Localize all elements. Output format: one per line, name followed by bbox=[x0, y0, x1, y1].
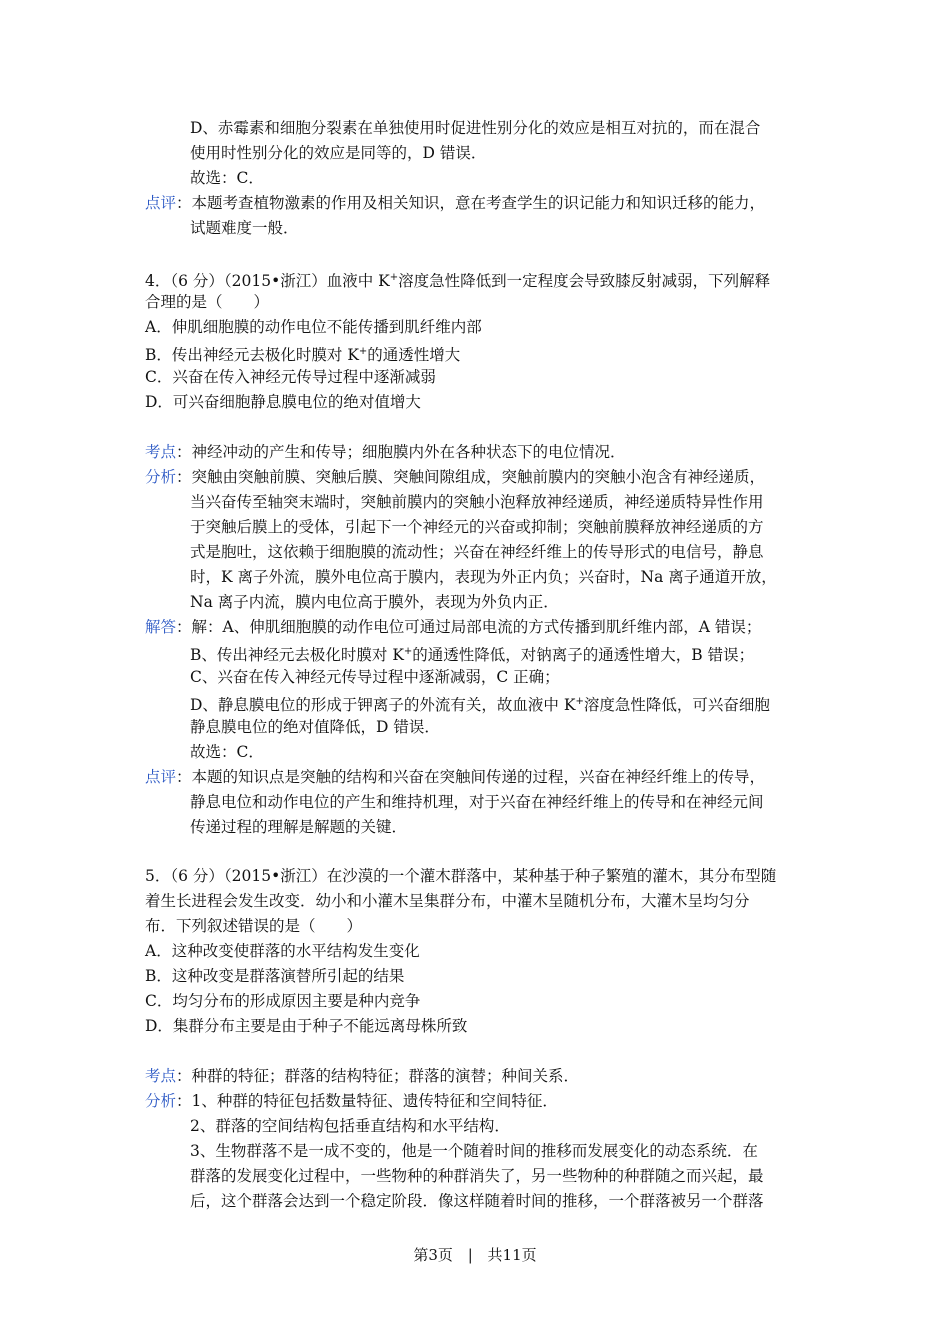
q3-option-d-line1: D、赤霉素和细胞分裂素在单独使用时促进性别分化的效应是相互对抗的，而在混合 bbox=[190, 119, 761, 137]
q5-option-b: B．这种改变是群落演替所引起的结果 bbox=[145, 967, 405, 985]
q4-fenxi-line: 式是胞吐，这依赖于细胞膜的流动性；兴奋在神经纤维上的传导形式的电信号，静息 bbox=[190, 543, 764, 561]
q4-jieda-d-a: D、静息膜电位的形成于钾离子的外流有关，故血液中 K bbox=[190, 696, 576, 714]
q5-fenxi-line: 后，这个群落会达到一个稳定阶段．像这样随着时间的推移，一个群落被另一个群落 bbox=[190, 1192, 764, 1210]
q4-kaodian bbox=[145, 442, 626, 462]
q3-option-d-line2: 使用时性别分化的效应是同等的，D 错误． bbox=[190, 144, 487, 162]
q4-fenxi-line: Na 离子内流，膜内电位高于膜外，表现为外负内正． bbox=[190, 593, 559, 611]
q4-jieda-d bbox=[190, 692, 770, 715]
q4-jieda-b bbox=[190, 642, 754, 665]
q4-kaodian-text: ：神经冲动的产生和传导；细胞膜内外在各种状态下的电位情况． bbox=[176, 443, 626, 461]
jieda-tag: 解答 bbox=[145, 618, 177, 636]
fenxi-tag: 分析 bbox=[145, 468, 177, 486]
superscript-plus: + bbox=[403, 646, 413, 657]
page-total: 共11页 bbox=[487, 1246, 537, 1264]
q4-option-d: D．可兴奋细胞静息膜电位的绝对值增大 bbox=[145, 393, 421, 411]
q3-answer: 故选：C． bbox=[190, 169, 264, 187]
q4-fenxi-first bbox=[145, 467, 765, 487]
comment-tag: 点评 bbox=[145, 194, 177, 212]
q5-fenxi-first-text: ：1、种群的特征包括数量特征、遗传特征和空间特征． bbox=[176, 1092, 558, 1110]
q5-fenxi-line: 3、生物群落不是一成不变的，他是一个随着时间的推移而发展变化的动态系统．在 bbox=[190, 1142, 758, 1160]
kaodian-tag: 考点 bbox=[145, 443, 177, 461]
q5-option-d: D．集群分布主要是由于种子不能远离母株所致 bbox=[145, 1017, 468, 1035]
q4-answer: 故选：C． bbox=[190, 743, 264, 761]
q4-dianping-first bbox=[145, 767, 765, 787]
q4-option-a: A．伸肌细胞膜的动作电位不能传播到肌纤维内部 bbox=[145, 318, 482, 336]
q4-fenxi-first-text: ：突触由突触前膜、突触后膜、突触间隙组成，突触前膜内的突触小泡含有神经递质， bbox=[176, 468, 766, 486]
q4-jieda-d2: 静息膜电位的绝对值降低，D 错误． bbox=[190, 718, 440, 736]
superscript-plus: + bbox=[389, 272, 399, 283]
q4-stem-a: 4．（6 分）（2015•浙江）血液中 K bbox=[145, 272, 390, 290]
q4-dianping-first-text: ：本题的知识点是突触的结构和兴奋在突触间传递的过程，兴奋在神经纤维上的传导， bbox=[176, 768, 766, 786]
q3-comment-line1 bbox=[145, 193, 765, 213]
q5-fenxi-line: 群落的发展变化过程中，一些物种的种群消失了，另一些物种的种群随之而兴起，最 bbox=[190, 1167, 764, 1185]
q4-option-c: C．兴奋在传入神经元传导过程中逐渐减弱 bbox=[145, 368, 436, 386]
q4-stem-b: 溶度急性降低到一定程度会导致膝反射减弱，下列解释 bbox=[398, 272, 771, 290]
q5-fenxi-first bbox=[145, 1091, 558, 1111]
superscript-plus: + bbox=[358, 346, 368, 357]
page-number: 第3页 bbox=[413, 1246, 453, 1264]
q4-stem-line1 bbox=[145, 268, 770, 291]
q4-jieda-b-b: 的通透性降低，对钠离子的通透性增大，B 错误； bbox=[412, 646, 755, 664]
q5-option-a: A．这种改变使群落的水平结构发生变化 bbox=[145, 942, 420, 960]
q4-fenxi-line: 时，K 离子外流，膜外电位高于膜内，表现为外正内负；兴奋时，Na 离子通道开放， bbox=[190, 568, 777, 586]
q4-jieda-c: C、兴奋在传入神经元传导过程中逐渐减弱，C 正确； bbox=[190, 668, 560, 686]
q3-comment-text: ：本题考查植物激素的作用及相关知识，意在考查学生的识记能力和知识迁移的能力， bbox=[176, 194, 766, 212]
q5-fenxi-line: 2、群落的空间结构包括垂直结构和水平结构． bbox=[190, 1117, 510, 1135]
q4-dianping-line: 传递过程的理解是解题的关键． bbox=[190, 818, 408, 836]
superscript-plus: + bbox=[575, 696, 584, 707]
q4-option-b bbox=[145, 342, 460, 365]
fenxi-tag: 分析 bbox=[145, 1092, 177, 1110]
q5-option-c: C．均匀分布的形成原因主要是种内竞争 bbox=[145, 992, 421, 1010]
q5-kaodian bbox=[145, 1066, 579, 1086]
q4-fenxi-line: 当兴奋传至轴突末端时，突触前膜内的突触小泡释放神经递质，神经递质特异性作用 bbox=[190, 493, 764, 511]
q4-jieda-first-text: ：解：A、伸肌细胞膜的动作电位可通过局部电流的方式传播到肌纤维内部，A 错误； bbox=[176, 618, 762, 636]
q5-stem-line: 布．下列叙述错误的是（ ） bbox=[145, 917, 363, 935]
q4-jieda-first bbox=[145, 617, 761, 637]
q4-jieda-d-b: 溶度急性降低，可兴奋细胞 bbox=[583, 696, 770, 714]
q5-stem-line: 着生长进程会发生改变．幼小和小灌木呈集群分布，中灌木呈随机分布，大灌木呈均匀分 bbox=[145, 892, 750, 910]
dianping-tag: 点评 bbox=[145, 768, 177, 786]
q4-option-b-a: B．传出神经元去极化时膜对 K bbox=[145, 346, 359, 364]
q5-stem-line: 5．（6 分）（2015•浙江）在沙漠的一个灌木群落中，某种基于种子繁殖的灌木，其分布型随 bbox=[145, 867, 777, 885]
q3-comment-line2: 试题难度一般． bbox=[190, 219, 299, 237]
page-separator: | bbox=[467, 1246, 473, 1264]
q4-jieda-b-a: B、传出神经元去极化时膜对 K bbox=[190, 646, 404, 664]
q4-fenxi-line: 于突触后膜上的受体，引起下一个神经元的兴奋或抑制；突触前膜释放神经递质的方 bbox=[190, 518, 764, 536]
kaodian-tag: 考点 bbox=[145, 1067, 177, 1085]
page-footer bbox=[0, 1244, 950, 1265]
q4-dianping-line: 静息电位和动作电位的产生和维持机理，对于兴奋在神经纤维上的传导和在神经元间 bbox=[190, 793, 764, 811]
q4-stem-line2: 合理的是（ ） bbox=[145, 293, 270, 311]
q4-option-b-b: 的通透性增大 bbox=[367, 346, 461, 364]
q5-kaodian-text: ：种群的特征；群落的结构特征；群落的演替；种间关系． bbox=[176, 1067, 580, 1085]
